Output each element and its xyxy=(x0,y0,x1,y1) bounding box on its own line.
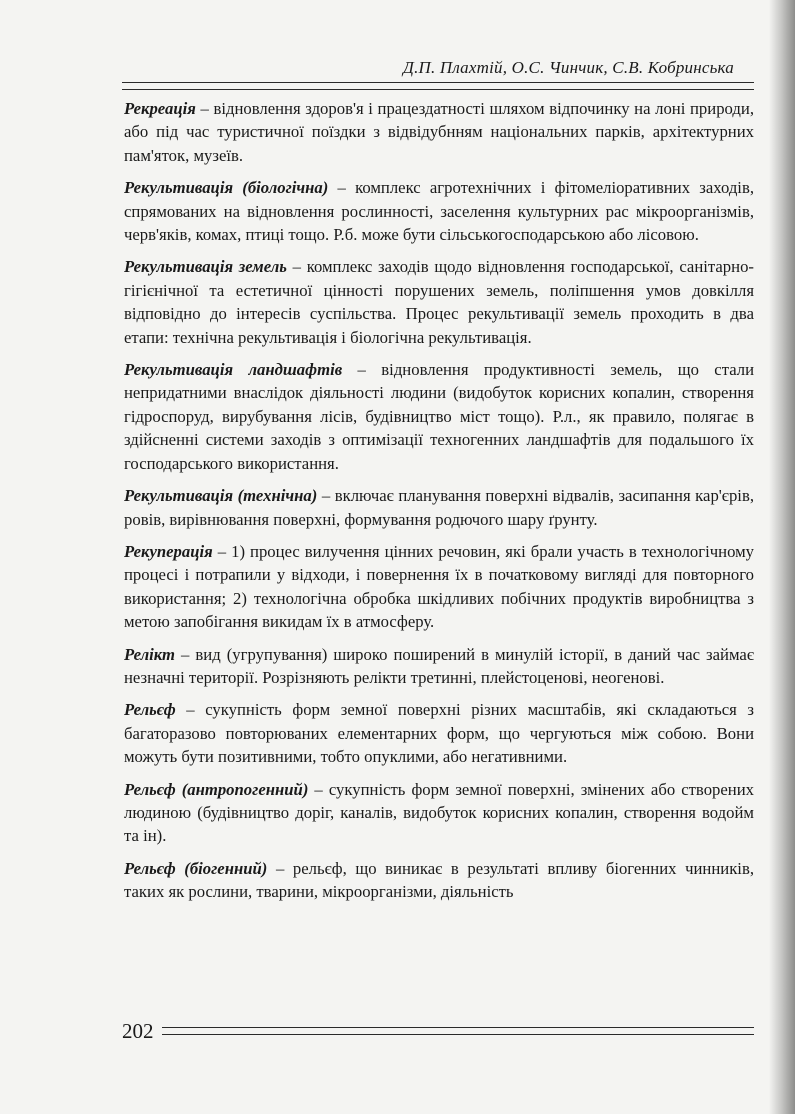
glossary-entry xyxy=(124,643,754,690)
entry-separator: – xyxy=(328,178,356,198)
glossary-entry xyxy=(124,97,754,167)
entry-term: Рекультивація земель xyxy=(124,257,287,277)
entry-definition: відновлення продуктивності земель, що стали непридатними внаслідок діяльності людини (видобуток корисних копалин, створення гідроспоруд, вирубування лісів, будівництво міст тощо). Р.л., як правило, полягає в здійсненні системи заходів з оптимізації техногенних ландшафтів для подальшого їх господарського використання. xyxy=(124,360,755,473)
page-number: 202 xyxy=(122,1018,154,1043)
glossary-entry xyxy=(124,358,754,475)
entry-separator: – xyxy=(286,257,307,277)
entry-term: Рекультивація ландшафтів xyxy=(124,360,343,380)
entry-definition: комплекс агротехнічних і фітомеліоративних заходів, спрямованих на відновлення рослинності, заселення культурних рас мікроорганізмів, черв'яків, комах, птиці тощо. Р.б. може бути сільськогосподарською або лісовою. xyxy=(124,178,754,245)
entry-definition: 1) процес вилучення цінних речовин, які брали участь в технологічному процесі і потрапили у відходи, і повернення їх в початковому вигляді для повторного використання; 2) технологічна обробка шкідливих побічних продуктів виробництва з метою запобігання викидам їх в атмосферу. xyxy=(124,541,755,632)
page-footer xyxy=(122,1018,754,1044)
entry-definition: вид (угрупування) широко поширений в минулій історії, в даний час займає незначні території. Розрізняють релікти третинні, плейстоценові, неогенові. xyxy=(124,644,754,687)
entry-term: Рельєф (біогенний) xyxy=(124,858,268,878)
footer-double-rule xyxy=(162,1027,755,1035)
entry-separator: – xyxy=(195,99,214,118)
entry-separator: – xyxy=(267,858,293,878)
entry-definition: включає планування поверхні відвалів, засипання кар'єрів, ровів, вирівнювання поверхні, формування родючого шару ґрунту. xyxy=(124,486,754,529)
header-double-rule xyxy=(122,82,754,90)
glossary-entry xyxy=(124,484,754,531)
entry-separator: – xyxy=(342,360,382,380)
glossary-body xyxy=(124,97,754,913)
entry-term: Рекреація xyxy=(124,99,196,118)
glossary-entry xyxy=(124,778,754,848)
entry-term: Рекультивація (біологічна) xyxy=(124,178,329,198)
glossary-entry xyxy=(124,857,754,904)
glossary-entry xyxy=(124,255,754,349)
entry-separator: – xyxy=(175,700,206,720)
entry-separator: – xyxy=(317,486,335,506)
entry-term: Рекуперація xyxy=(124,541,213,561)
entry-term: Рельєф (антропогенний) xyxy=(124,779,309,799)
entry-term: Рельєф xyxy=(124,700,176,720)
entry-definition: відновлення здоров'я і працездатності шляхом відпочинку на лоні природи, або під час туристичної поїздки з відвідубнням національних парків, архітектурних пам'яток, музеїв. xyxy=(124,99,754,165)
glossary-entry xyxy=(124,540,754,634)
entry-separator: – xyxy=(175,644,196,664)
entry-separator: – xyxy=(308,779,329,799)
running-header xyxy=(122,58,754,90)
entry-definition: сукупність форм земної поверхні різних масштабів, які складаються з багаторазово повторюваних елементарних форм, що чергуються між собою. Вони можуть бути позитивними, тобто опуклими, або негативними. xyxy=(124,700,754,767)
glossary-entry xyxy=(124,698,754,768)
entry-definition: комплекс заходів щодо відновлення господарської, санітарно-гігієнічної та естетичної цінності порушених земель, поліпшення умов довкілля відповідно до інтересів суспільства. Процес рекультивації земель проходить в два етапи: технічна рекультивація і біологічна рекультивація. xyxy=(124,257,754,347)
entry-term: Рекультивація (технічна) xyxy=(124,486,318,506)
scan-page-edge xyxy=(769,0,795,1114)
entry-term: Релікт xyxy=(124,644,175,664)
entry-definition: рельєф, що виникає в результаті впливу біогенних чинників, таких як рослини, тварини, мікроорганізми, діяльність xyxy=(124,858,754,902)
header-authors: Д.П. Плахтій, О.С. Чинчик, С.В. Кобринська xyxy=(403,58,734,77)
glossary-entry xyxy=(124,176,754,246)
entry-separator: – xyxy=(212,541,232,561)
entry-definition: сукупність форм земної поверхні, змінених або створених людиною (будівництво доріг, каналів, видобуток корисних копалин, створення водойм та ін). xyxy=(124,779,754,846)
